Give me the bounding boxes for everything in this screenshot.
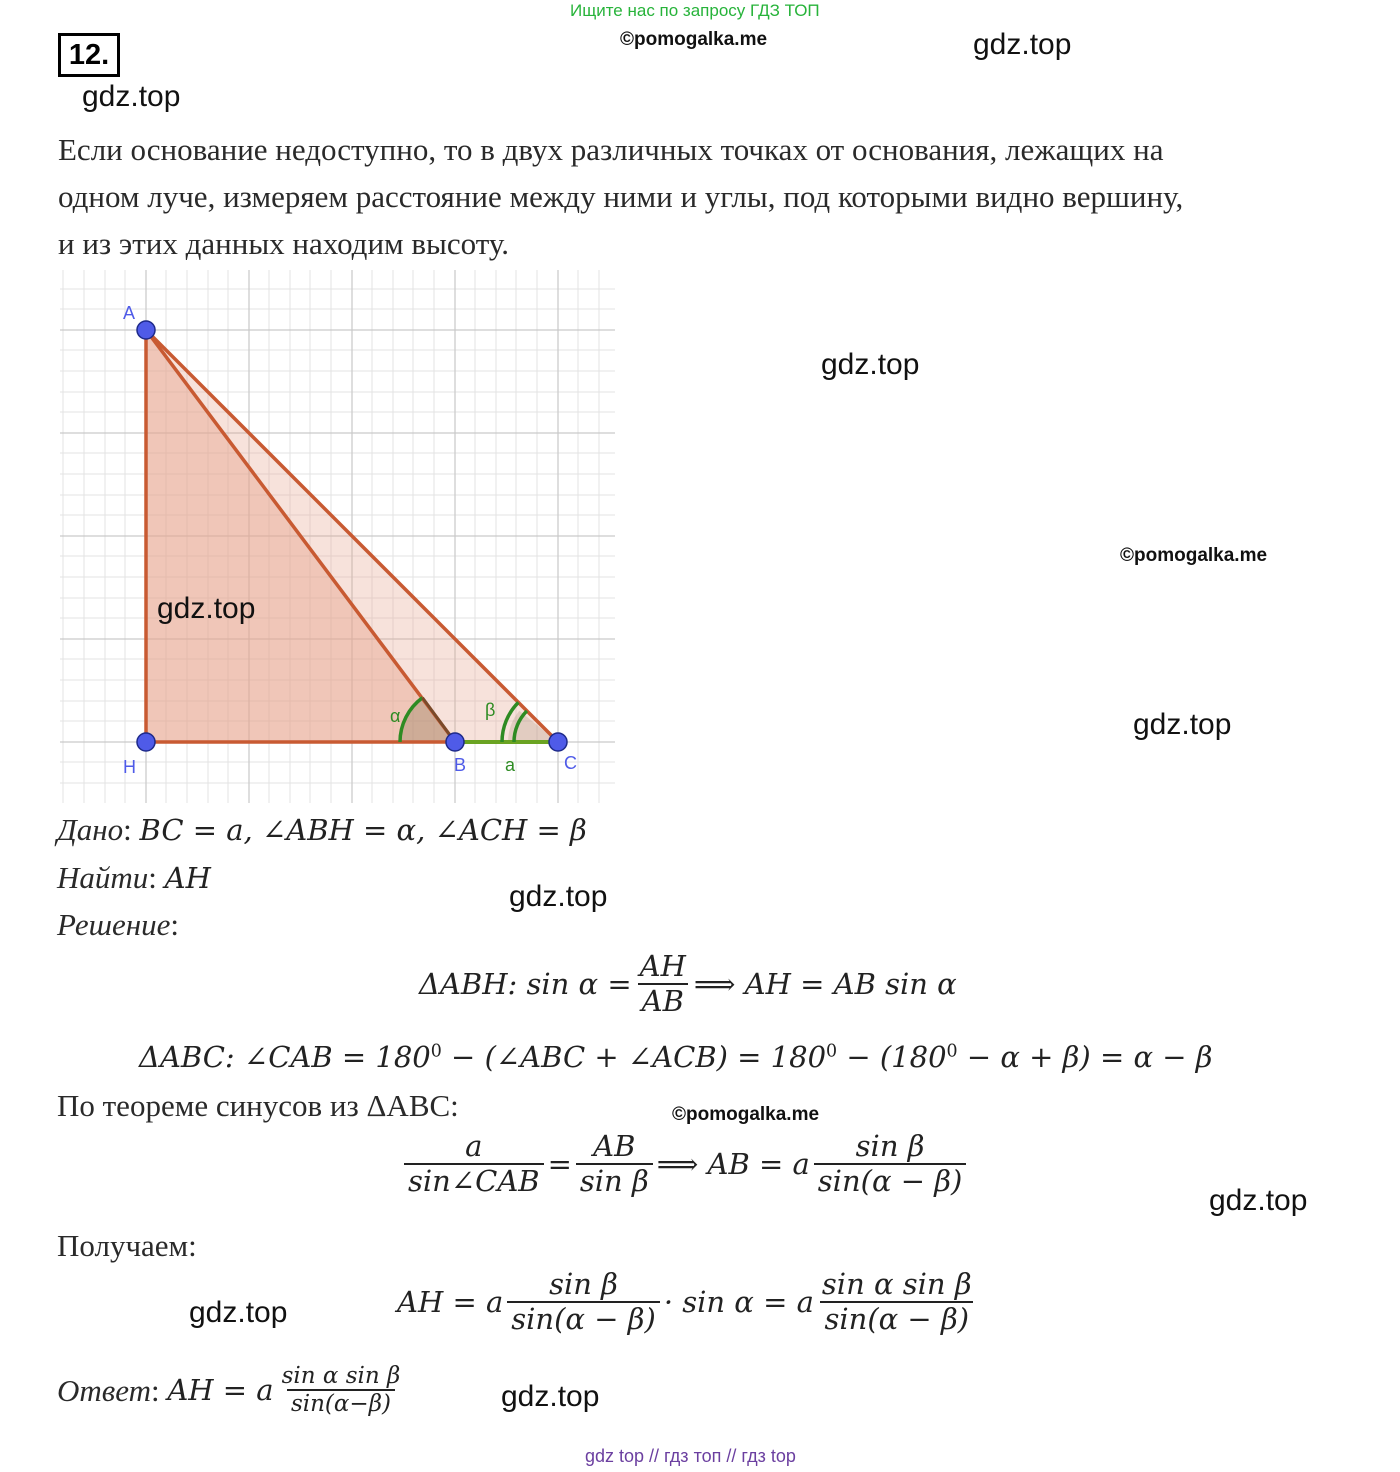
- degree-mark: 0: [946, 1041, 958, 1062]
- intro-line: одном луче, измеряем расстояние между ними и углы, под которыми видно вершину,: [58, 179, 1184, 214]
- watermark-gdz: gdz.top: [189, 1296, 288, 1329]
- point-b: [446, 733, 464, 751]
- intro-line: Если основание недоступно, то в двух различных точках от основания, лежащих на: [58, 132, 1164, 167]
- label-h: H: [123, 757, 136, 777]
- we-get-line: Получаем:: [57, 1228, 197, 1263]
- eq3-fraction1: [404, 1130, 544, 1199]
- eq4-f1-den: sin(α − β): [507, 1301, 660, 1336]
- eq3-f3-den: sin(α − β): [814, 1163, 967, 1198]
- equation-abh: [419, 950, 957, 1019]
- watermark-pomogalka: ©pomogalka.me: [672, 1104, 820, 1125]
- intro-line: и из этих данных находим высоту.: [58, 226, 510, 261]
- eq2-prefix: ΔABC: ∠CAB = 180: [139, 1040, 431, 1074]
- find-label: Найти: [57, 860, 149, 895]
- eq4-f1-num: sin β: [549, 1267, 618, 1301]
- triangle-figure: [0, 0, 640, 810]
- eq4-mid: · sin α = a: [663, 1285, 814, 1320]
- watermark-gdz: gdz.top: [1133, 708, 1232, 741]
- watermark-gdz: gdz.top: [501, 1380, 600, 1413]
- footer-links[interactable]: gdz top // гдз топ // гдз top: [585, 1446, 796, 1466]
- equation-result: [397, 1268, 980, 1337]
- equation-abc: [139, 1040, 1213, 1074]
- eq3-f2-num: AB: [593, 1129, 636, 1163]
- eq1-num: AH: [639, 949, 686, 983]
- answer-prefix: AH = a: [167, 1372, 274, 1407]
- eq3-mid: ⟹ AB = a: [656, 1147, 810, 1182]
- watermark-gdz: gdz.top: [973, 28, 1072, 61]
- watermark-gdz: gdz.top: [821, 348, 920, 381]
- label-segment-a: a: [505, 755, 516, 775]
- eq3-f1-num: a: [465, 1129, 483, 1163]
- watermark-gdz: gdz.top: [1209, 1184, 1308, 1217]
- eq3-f2-den: sin β: [576, 1163, 653, 1198]
- find-text: AH: [164, 861, 211, 895]
- search-hint[interactable]: Ищите нас по запросу ГДЗ ТОП: [570, 1, 820, 20]
- label-alpha: α: [390, 706, 401, 726]
- watermark-gdz: gdz.top: [509, 880, 608, 913]
- solution-label: Решение: [57, 907, 171, 942]
- eq4-f2-den: sin(α − β): [820, 1301, 973, 1336]
- watermark-pomogalka: ©pomogalka.me: [1120, 545, 1268, 566]
- eq3-fraction2: [576, 1130, 653, 1199]
- watermark-gdz: gdz.top: [82, 80, 181, 113]
- eq3-f1-den: sin∠CAB: [404, 1163, 544, 1198]
- given-label: Дано: [57, 812, 124, 847]
- eq2-mid2: − (180: [837, 1040, 947, 1074]
- eq1-den: AB: [638, 983, 688, 1018]
- label-a: A: [123, 303, 136, 323]
- eq1-suffix: ⟹ AH = AB sin α: [693, 967, 957, 1002]
- answer-num: sin α sin β: [281, 1363, 401, 1389]
- equation-sine-law: [400, 1130, 970, 1199]
- eq3-equals: =: [547, 1147, 572, 1182]
- watermark-pomogalka: ©pomogalka.me: [620, 29, 768, 50]
- given-text: BC = a, ∠ABH = α, ∠ACH = β: [139, 813, 587, 847]
- label-beta: β: [485, 700, 496, 720]
- solution-line: Решение:: [57, 907, 179, 942]
- eq3-f3-num: sin β: [855, 1129, 925, 1163]
- point-c: [549, 733, 567, 751]
- eq2-end: − α + β) = α − β: [957, 1040, 1213, 1074]
- label-c: C: [564, 753, 577, 773]
- answer-line: Ответ : AH = a $\frac{\text{sin α sin β}}{\sin(\alpha-\beta)}$: [57, 1363, 408, 1418]
- watermark-gdz: gdz.top: [157, 592, 256, 625]
- answer-fraction: [278, 1363, 405, 1418]
- eq4-fraction2: [818, 1268, 976, 1337]
- problem-number: 12.: [58, 33, 120, 77]
- label-b: B: [454, 755, 467, 775]
- degree-mark: 0: [430, 1041, 442, 1062]
- eq4-f2-num: sin α sin β: [821, 1267, 972, 1301]
- eq1-fraction: [636, 950, 690, 1019]
- eq2-mid1: − (∠ABC + ∠ACB) = 180: [441, 1040, 827, 1074]
- point-h: [137, 733, 155, 751]
- find-line: Найти: AH: [57, 860, 211, 895]
- eq1-prefix: ΔABH: sin α =: [419, 967, 632, 1002]
- point-a: [137, 321, 155, 339]
- degree-mark: 0: [826, 1041, 838, 1062]
- given-line: Дано: BC = a, ∠ABH = α, ∠ACH = β: [57, 812, 587, 847]
- eq3-fraction3: [814, 1130, 967, 1199]
- eq4-prefix: AH = a: [397, 1285, 504, 1320]
- sine-law-line: По теореме синусов из ΔABC:: [57, 1088, 459, 1123]
- answer-label: Ответ: [57, 1372, 151, 1408]
- eq4-fraction1: [507, 1268, 660, 1337]
- answer-den: sin(α−β): [287, 1389, 395, 1417]
